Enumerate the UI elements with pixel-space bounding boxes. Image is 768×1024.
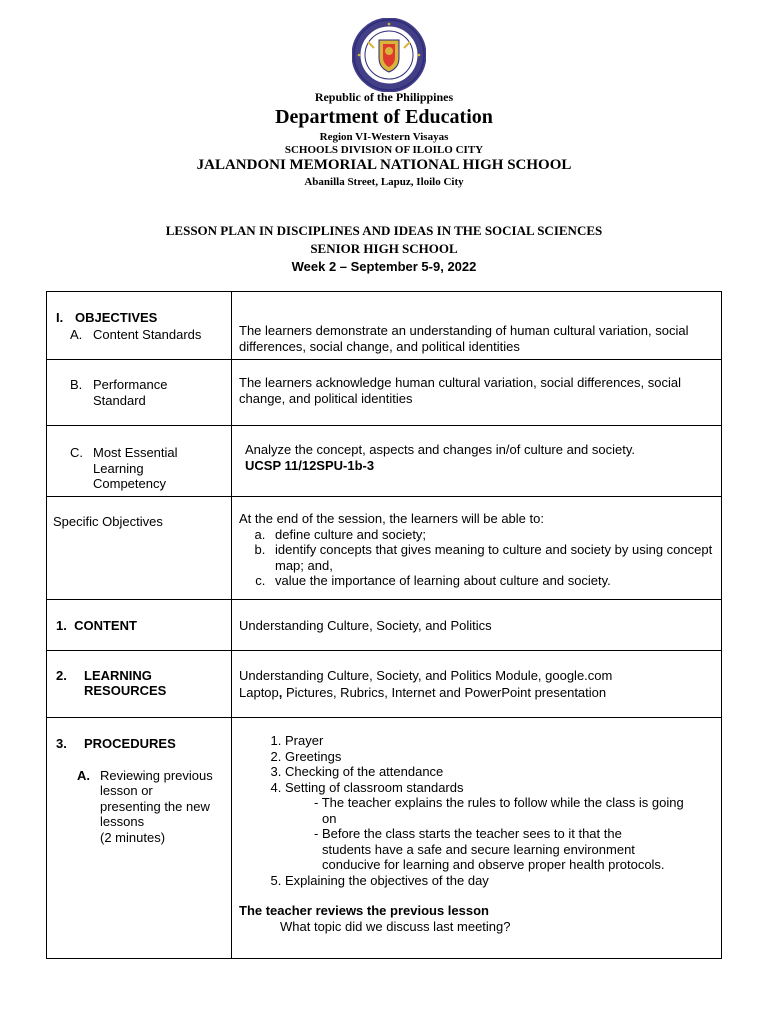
table-row bbox=[47, 292, 722, 360]
melc-label-1: Most Essential bbox=[93, 445, 178, 460]
table-row bbox=[47, 600, 722, 651]
lesson-plan-table bbox=[46, 291, 722, 959]
melc-code: UCSP 11/12SPU-1b-3 bbox=[245, 458, 375, 473]
division-line: SCHOOLS DIVISION OF ILOILO CITY bbox=[284, 144, 484, 156]
content-label-cell bbox=[47, 600, 232, 651]
specific-objectives-body bbox=[239, 511, 713, 589]
department-title: Department of Education bbox=[275, 106, 493, 128]
procedures-heading: PROCEDURES bbox=[84, 736, 176, 751]
list-item: 1. Prayer bbox=[285, 733, 713, 749]
objectives-heading: OBJECTIVES bbox=[75, 310, 158, 325]
resources-text-1: Understanding Culture, Society, and Politics Module, google.com bbox=[239, 668, 613, 683]
region-line: Region VI-Western Visayas bbox=[319, 131, 449, 143]
objectives-num: I. bbox=[56, 310, 64, 325]
procedures-sub-2: lesson or bbox=[100, 783, 153, 798]
list-item: 3. Checking of the attendance bbox=[285, 764, 713, 780]
school-address: Abanilla Street, Lapuz, Iloilo City bbox=[304, 176, 464, 188]
resources-heading-2: RESOURCES bbox=[84, 683, 167, 698]
procedures-num: 3. bbox=[56, 736, 67, 751]
procedures-sub-letter: A. bbox=[77, 768, 90, 783]
resources-laptop: Laptop bbox=[239, 685, 279, 700]
performance-label-1: Performance bbox=[93, 377, 168, 392]
standards-sub-item: - The teacher explains the rules to follow while the class is going on bbox=[314, 795, 684, 826]
republic-line: Republic of the Philippines bbox=[314, 90, 454, 104]
performance-letter: B. bbox=[70, 377, 83, 392]
table-row bbox=[47, 497, 722, 600]
content-text: Understanding Culture, Society, and Politics bbox=[239, 618, 492, 633]
content-cell bbox=[232, 600, 722, 651]
school-name: JALANDONI MEMORIAL NATIONAL HIGH SCHOOL bbox=[196, 157, 572, 173]
list-item: c. value the importance of learning about culture and society. bbox=[269, 573, 713, 589]
specific-objectives-label: Specific Objectives bbox=[53, 514, 163, 529]
resources-comma: , bbox=[278, 685, 283, 700]
procedures-sub-5: (2 minutes) bbox=[100, 830, 166, 845]
resources-heading-1: LEARNING bbox=[84, 668, 152, 683]
level-title: SENIOR HIGH SCHOOL bbox=[310, 241, 458, 256]
procedure-step-5 bbox=[239, 873, 713, 889]
procedures-sub-3: presenting the new bbox=[100, 799, 210, 814]
melc-label-cell bbox=[47, 426, 232, 497]
list-item: a. define culture and society; bbox=[269, 527, 713, 543]
list-item: b. identify concepts that gives meaning to culture and society by using concept map; and, bbox=[269, 542, 713, 573]
resources-num: 2. bbox=[56, 668, 67, 683]
lesson-plan-title: LESSON PLAN IN DISCIPLINES AND IDEAS IN THE SOCIAL SCIENCES bbox=[165, 223, 603, 238]
procedure-steps bbox=[239, 733, 713, 795]
procedures-sub-4: lessons bbox=[100, 814, 145, 829]
procedures-sub-1: Reviewing previous bbox=[100, 768, 213, 783]
specific-list bbox=[239, 527, 713, 589]
standards-sub-item: - Before the class starts the teacher sees to it that the students have a safe and secure learning environment conducive for learning and observe proper health protocols. bbox=[314, 826, 665, 872]
performance-label-cell bbox=[47, 360, 232, 426]
content-standards-letter: A. bbox=[70, 327, 83, 342]
table-row bbox=[47, 426, 722, 497]
specific-intro: At the end of the session, the learners will be able to: bbox=[239, 511, 544, 526]
list-item: 5. Explaining the objectives of the day bbox=[285, 873, 713, 889]
resources-text-2 bbox=[239, 685, 606, 701]
procedures-cell bbox=[232, 718, 722, 959]
performance-cell bbox=[232, 360, 722, 426]
resources-rest: Pictures, Rubrics, Internet and PowerPoint presentation bbox=[282, 685, 607, 700]
procedures-label-cell bbox=[47, 718, 232, 959]
melc-cell bbox=[232, 426, 722, 497]
table-row bbox=[47, 718, 722, 959]
content-standards-label: Content Standards bbox=[93, 327, 202, 342]
performance-text: The learners acknowledge human cultural variation, social differences, social change, and political identities bbox=[239, 375, 681, 406]
procedures-body bbox=[239, 733, 713, 934]
melc-label-2: Learning bbox=[93, 461, 144, 476]
content-standards-text: The learners demonstrate an understanding of human cultural variation, social differences, social change, and political identities bbox=[239, 323, 689, 354]
melc-text: Analyze the concept, aspects and changes in/of culture and society. bbox=[245, 442, 635, 457]
content-standards-cell bbox=[232, 292, 722, 360]
deped-seal bbox=[352, 18, 426, 92]
performance-label-2: Standard bbox=[93, 393, 146, 408]
list-item: 4. Setting of classroom standards bbox=[285, 780, 713, 796]
resources-label-cell bbox=[47, 651, 232, 718]
list-item: 2. Greetings bbox=[285, 749, 713, 765]
objectives-label-cell bbox=[47, 292, 232, 360]
review-question: What topic did we discuss last meeting? bbox=[280, 918, 511, 934]
content-heading: 1. CONTENT bbox=[56, 618, 137, 633]
melc-letter: C. bbox=[70, 445, 83, 460]
week-line: Week 2 – September 5-9, 2022 bbox=[291, 259, 477, 274]
table-row bbox=[47, 651, 722, 718]
melc-label-3: Competency bbox=[93, 476, 166, 491]
specific-cell bbox=[232, 497, 722, 600]
specific-label-cell bbox=[47, 497, 232, 600]
review-heading: The teacher reviews the previous lesson bbox=[239, 903, 489, 918]
resources-cell bbox=[232, 651, 722, 718]
table-row bbox=[47, 360, 722, 426]
